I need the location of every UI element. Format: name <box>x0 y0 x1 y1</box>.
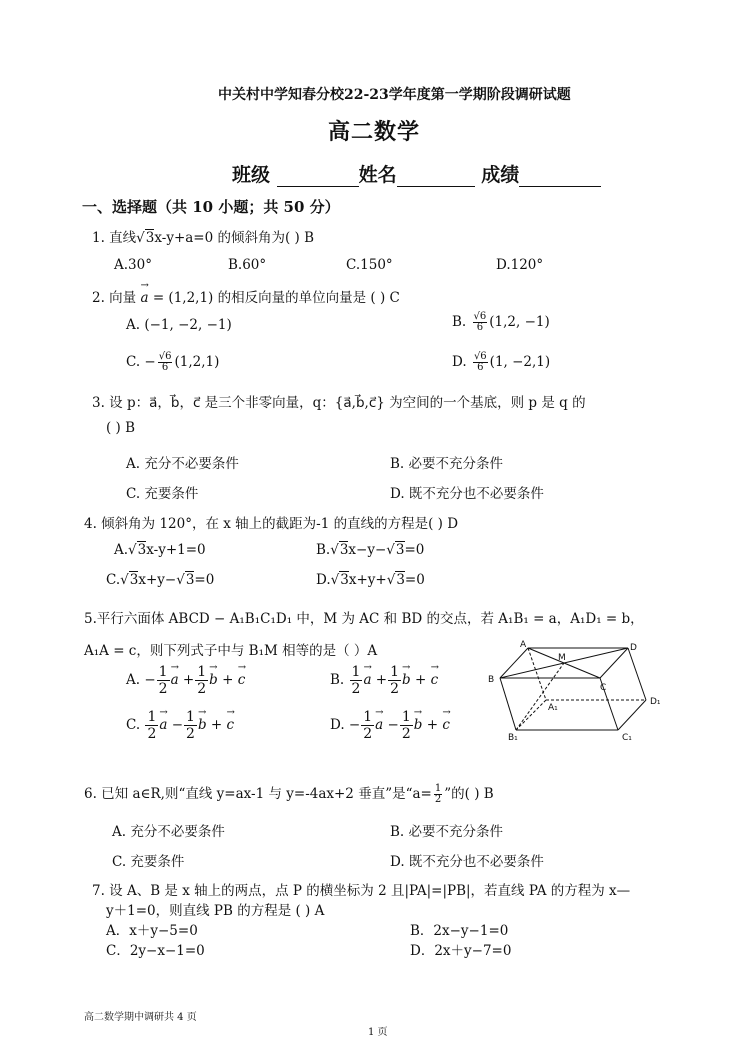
q1-option-a: A.30° <box>114 257 152 273</box>
exam-school-title: 中关村中学知春分校22-23学年度第一学期阶段调研试题 <box>218 87 571 103</box>
vertex-label-m: M <box>558 653 566 663</box>
score-blank <box>519 166 601 187</box>
q7-option-b: B．2x−y−1=0 <box>410 923 509 939</box>
class-label: 班级 <box>232 164 271 186</box>
question-6-stem: 6. 已知 a∈R,则“直线 y=ax-1 与 y=-4ax+2 垂直”是“a= $\frac{1}{2}$ ”的( ) B <box>84 783 494 805</box>
q2-option-d: D. $\frac{√6}{6}$ (1, −2,1) <box>452 351 551 373</box>
student-info-line <box>232 160 601 187</box>
question-3-line2: ( ) B <box>106 420 136 436</box>
q7-option-c: C．2y−x−1=0 <box>106 943 205 959</box>
exam-subject-title: 高二数学 <box>328 119 421 145</box>
q4-option-c: C.√3x+y−√3=0 <box>106 572 215 588</box>
q2-option-c: C. − $\frac{√6}{6}$ (1,2,1) <box>126 351 220 373</box>
vertex-label-c1: C₁ <box>622 733 632 743</box>
question-2-stem: 2. 向量 → a = (1,2,1) 的相反向量的单位向量是 ( ) C <box>92 286 400 306</box>
vertex-label-d1: D₁ <box>650 697 661 707</box>
q6-option-c: C. 充要条件 <box>112 854 185 870</box>
page-number: 1 页 <box>368 1027 388 1038</box>
q4-option-b: B.√3x−y−√3=0 <box>316 542 425 558</box>
q2-option-a: A. (−1, −2, −1) <box>126 317 232 333</box>
q3-option-a: A. 充分不必要条件 <box>126 456 239 472</box>
q1-option-b: B.60° <box>228 257 267 273</box>
vertex-label-b: B <box>488 675 495 685</box>
vertex-label-b1: B₁ <box>508 733 518 743</box>
q1-option-c: C.150° <box>346 257 393 273</box>
vertex-label-c: C <box>600 683 607 693</box>
question-5-line2: A₁A = c，则下列式子中与 B₁M 相等的是（ ）A <box>84 643 378 659</box>
parallelepiped-figure <box>484 638 674 744</box>
q5-option-b: B. $\frac{1}{2}$ → a + $\frac{1}{2}$ → b + → c <box>330 664 438 697</box>
name-label: 姓名 <box>358 164 397 186</box>
q5-option-c: C. $\frac{1}{2}$ → a − $\frac{1}{2}$ → b + → c <box>126 709 234 742</box>
question-4-stem: 4. 倾斜角为 120°，在 x 轴上的截距为-1 的直线的方程是( ) D <box>84 516 459 532</box>
q4-option-d: D.√3x+y+√3=0 <box>316 572 425 588</box>
score-label: 成绩 <box>481 164 520 186</box>
vertex-label-a1: A₁ <box>548 703 558 713</box>
q7-option-a: A．x＋y−5=0 <box>106 923 198 939</box>
class-blank <box>277 166 359 187</box>
q2-option-b: B. $\frac{√6}{6}$ (1,2, −1) <box>452 311 550 333</box>
q6-option-b: B. 必要不充分条件 <box>390 824 504 840</box>
q1-option-d: D.120° <box>496 257 544 273</box>
q3-option-b: B. 必要不充分条件 <box>390 456 504 472</box>
question-7-line1: 7. 设 A、B 是 x 轴上的两点，点 P 的横坐标为 2 且|PA|=|PB|，若直线 PA 的方程为 x— <box>92 883 631 899</box>
q6-option-a: A. 充分不必要条件 <box>112 824 225 840</box>
footer-note: 高二数学期中调研共 4 页 <box>84 1012 197 1023</box>
vertex-label-d: D <box>630 643 637 653</box>
q7-option-d: D．2x＋y−7=0 <box>410 943 512 959</box>
vertex-label-a: A <box>520 640 527 650</box>
question-7-line2: y＋1=0，则直线 PB 的方程是 ( ) A <box>106 903 325 919</box>
question-5-line1: 5.平行六面体 ABCD − A₁B₁C₁D₁ 中，M 为 AC 和 BD 的交点，若 A₁B₁ = a，A₁D₁ = b， <box>84 611 644 627</box>
question-1-stem: 1. 直线√3x-y+a=0 的倾斜角为( ) B <box>92 230 315 246</box>
q6-option-d: D. 既不充分也不必要条件 <box>390 854 544 870</box>
question-3-line1: 3. 设 p：a⃗，b⃗，c⃗ 是三个非零向量，q：{a⃗,b⃗,c⃗} 为空间的一个基底，则 p 是 q 的 <box>92 395 586 411</box>
section-title: 一、选择题（共 10 小题；共 50 分） <box>82 198 340 216</box>
q5-option-a: A. − $\frac{1}{2}$ → a + $\frac{1}{2}$ → b + → c <box>126 664 245 697</box>
name-blank <box>397 166 475 187</box>
q5-option-d: D. − $\frac{1}{2}$ → a − $\frac{1}{2}$ → b + → c <box>330 709 450 742</box>
q3-option-d: D. 既不充分也不必要条件 <box>390 486 544 502</box>
q4-option-a: A.√3x-y+1=0 <box>114 542 206 558</box>
q3-option-c: C. 充要条件 <box>126 486 199 502</box>
